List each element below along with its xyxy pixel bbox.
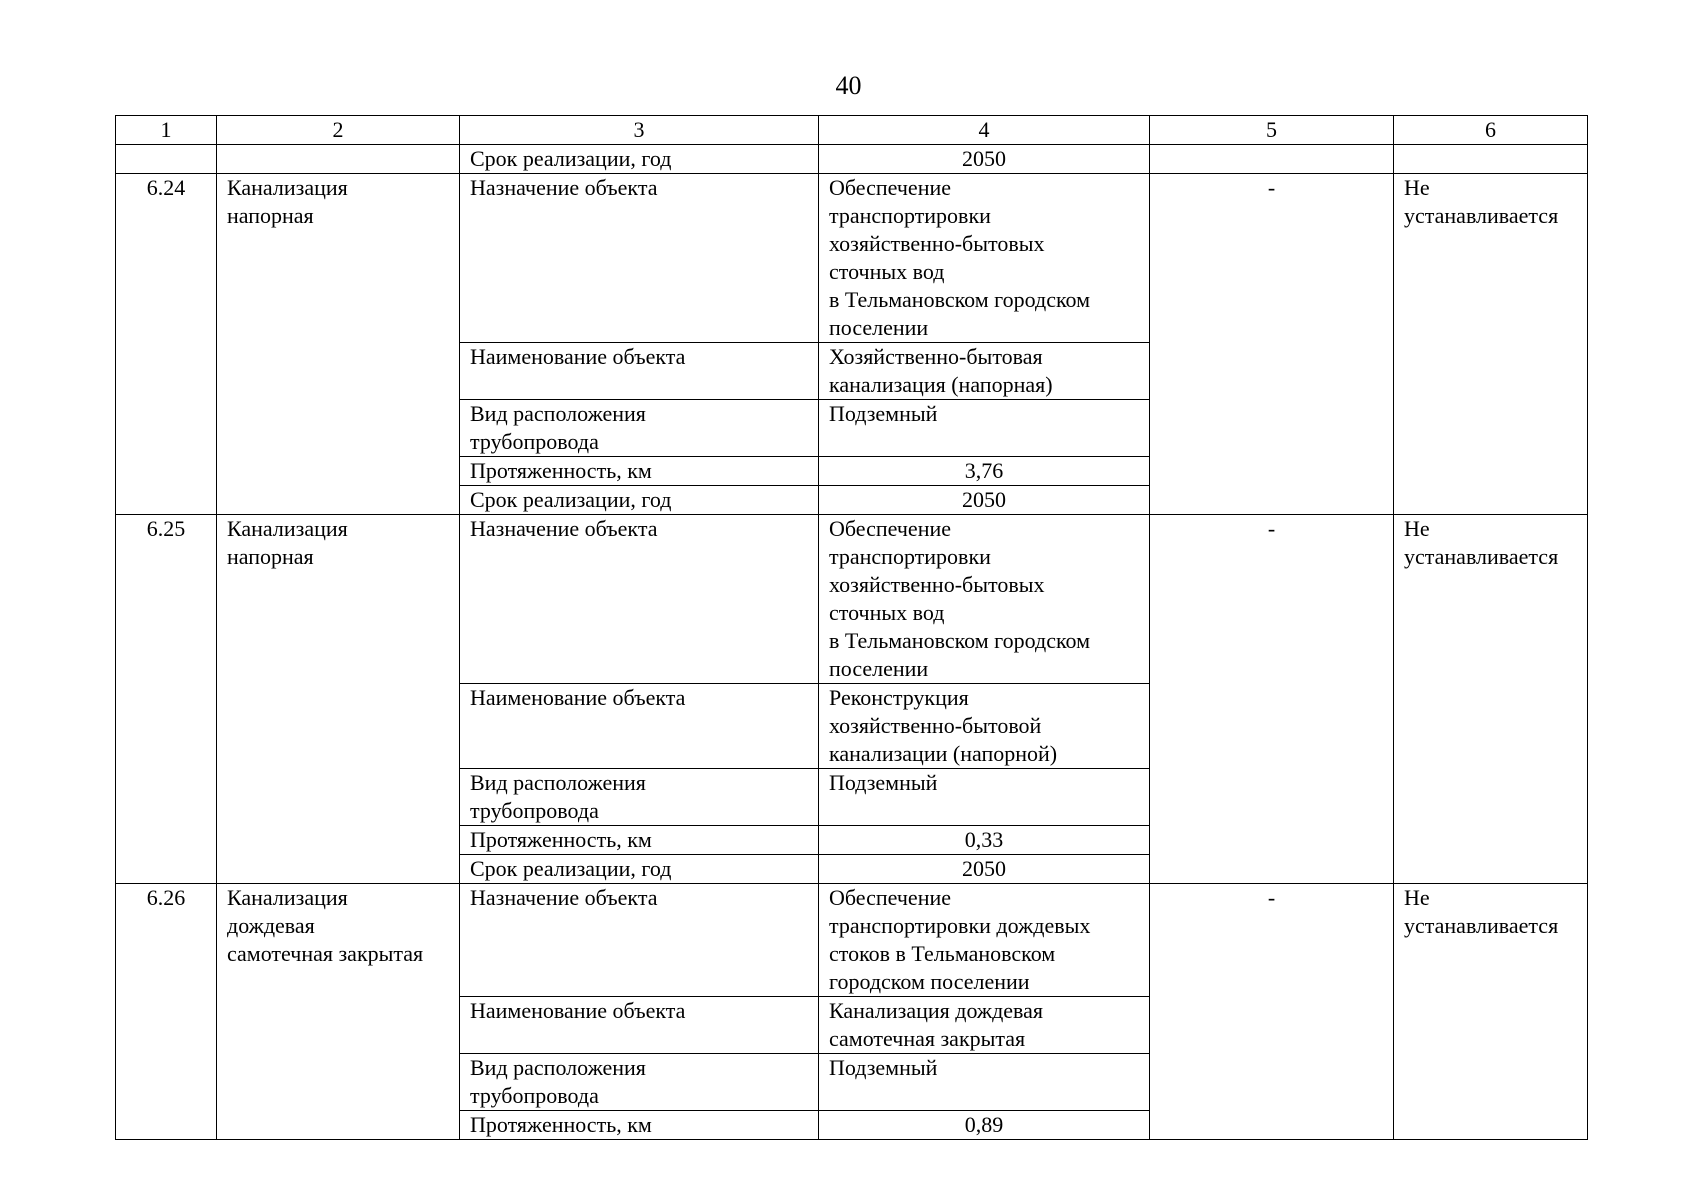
- param-value-line: транспортировки: [829, 203, 991, 228]
- param-value-line: сточных вод: [829, 600, 945, 625]
- param-value: [819, 769, 1150, 826]
- param-value-line: в Тельмановском городском: [829, 628, 1091, 653]
- param-value-line: транспортировки дождевых: [829, 913, 1091, 938]
- header-cell-6: 6: [1394, 116, 1588, 145]
- continued-num-cell: [116, 145, 217, 174]
- param-value-line: Канализация дождевая: [829, 998, 1044, 1023]
- table-row: [116, 884, 1588, 997]
- entry-name-line: напорная: [227, 203, 314, 228]
- param-label: [460, 684, 819, 769]
- param-label-line: Протяженность, км: [470, 458, 652, 483]
- param-label-line: Срок реализации, год: [470, 487, 672, 512]
- param-label-line: Наименование объекта: [470, 685, 686, 710]
- param-value-line: хозяйственно-бытовых: [829, 572, 1045, 597]
- param-value-line: канализации (напорной): [829, 741, 1058, 766]
- entry-name: [217, 515, 460, 884]
- param-value: [819, 684, 1150, 769]
- param-label-line: Срок реализации, год: [470, 856, 672, 881]
- param-value-line: Подземный: [829, 401, 938, 426]
- param-value: [819, 884, 1150, 997]
- header-cell-4: 4: [819, 116, 1150, 145]
- param-value-line: 0,89: [964, 1112, 1004, 1137]
- param-value-line: 0,33: [964, 827, 1004, 852]
- entry-name: [217, 174, 460, 515]
- param-label-line: Назначение объекта: [470, 885, 658, 910]
- entry-col6-line: устанавливается: [1404, 913, 1559, 938]
- continued-name-cell: [217, 145, 460, 174]
- param-value-line: городском поселении: [829, 969, 1030, 994]
- param-label: [460, 400, 819, 457]
- continued-col6-cell: [1394, 145, 1588, 174]
- param-label: [460, 515, 819, 684]
- param-label-line: Назначение объекта: [470, 175, 658, 200]
- param-value-line: сточных вод: [829, 259, 945, 284]
- param-label-line: Вид расположения: [470, 1055, 646, 1080]
- param-value: [819, 343, 1150, 400]
- param-value: [819, 486, 1150, 515]
- param-label: [460, 486, 819, 515]
- entry-number: 6.25: [116, 515, 217, 884]
- param-label: [460, 997, 819, 1054]
- param-value-line: Обеспечение: [829, 516, 951, 541]
- param-label: [460, 343, 819, 400]
- entry-col6-line: Не: [1404, 175, 1430, 200]
- param-value: [819, 1054, 1150, 1111]
- entry-col6: [1394, 884, 1588, 1140]
- param-value-line: Реконструкция: [829, 685, 969, 710]
- entry-col5: -: [1150, 515, 1394, 884]
- header-cell-2: 2: [217, 116, 460, 145]
- param-value: [819, 515, 1150, 684]
- entry-number: 6.26: [116, 884, 217, 1140]
- param-value-line: Подземный: [829, 1055, 938, 1080]
- param-value-line: самотечная закрытая: [829, 1026, 1026, 1051]
- param-label: [460, 769, 819, 826]
- param-label-line: Вид расположения: [470, 401, 646, 426]
- entry-col6: [1394, 515, 1588, 884]
- param-label-line: трубопровода: [470, 798, 599, 823]
- entry-name-line: Канализация: [227, 175, 348, 200]
- param-value-line: канализация (напорная): [829, 372, 1053, 397]
- param-label: [460, 884, 819, 997]
- param-label: [460, 855, 819, 884]
- param-label-line: Вид расположения: [470, 770, 646, 795]
- param-label: [460, 826, 819, 855]
- entry-col6: [1394, 174, 1588, 515]
- entry-name-line: дождевая: [227, 913, 315, 938]
- continued-col5-cell: [1150, 145, 1394, 174]
- param-value: [819, 174, 1150, 343]
- entry-col5: -: [1150, 174, 1394, 515]
- param-label-line: трубопровода: [470, 429, 599, 454]
- param-value-line: транспортировки: [829, 544, 991, 569]
- param-label-line: Протяженность, км: [470, 827, 652, 852]
- table-row: [116, 174, 1588, 343]
- entry-col6-line: устанавливается: [1404, 203, 1559, 228]
- param-label: [460, 457, 819, 486]
- param-label-line: Наименование объекта: [470, 344, 686, 369]
- entry-name-line: напорная: [227, 544, 314, 569]
- param-value: [819, 855, 1150, 884]
- entry-col6-line: Не: [1404, 516, 1430, 541]
- param-value-line: Подземный: [829, 770, 938, 795]
- header-cell-3: 3: [460, 116, 819, 145]
- infrastructure-table: [115, 115, 1588, 1140]
- param-value-line: Хозяйственно-бытовая: [829, 344, 1043, 369]
- param-value: [819, 997, 1150, 1054]
- header-row: [116, 116, 1588, 145]
- param-label-line: Наименование объекта: [470, 998, 686, 1023]
- param-value-line: в Тельмановском городском: [829, 287, 1091, 312]
- param-value-line: Обеспечение: [829, 175, 951, 200]
- entry-name: [217, 884, 460, 1140]
- param-label-line: Протяженность, км: [470, 1112, 652, 1137]
- param-label-line: трубопровода: [470, 1083, 599, 1108]
- param-label: [460, 174, 819, 343]
- header-cell-1: 1: [116, 116, 217, 145]
- param-value: [819, 457, 1150, 486]
- param-value-line: Обеспечение: [829, 885, 951, 910]
- param-value-line: хозяйственно-бытовых: [829, 231, 1045, 256]
- entry-name-line: Канализация: [227, 516, 348, 541]
- entry-col5: -: [1150, 884, 1394, 1140]
- param-label: [460, 1111, 819, 1140]
- param-value-line: 3,76: [964, 458, 1004, 483]
- continued-param-value: 2050: [819, 145, 1150, 174]
- continued-param-label: Срок реализации, год: [460, 145, 819, 174]
- param-value: [819, 400, 1150, 457]
- entry-col6-line: устанавливается: [1404, 544, 1559, 569]
- entry-col6-line: Не: [1404, 885, 1430, 910]
- param-label-line: Назначение объекта: [470, 516, 658, 541]
- entry-number: 6.24: [116, 174, 217, 515]
- header-cell-5: 5: [1150, 116, 1394, 145]
- entry-name-line: Канализация: [227, 885, 348, 910]
- continued-row: [116, 145, 1588, 174]
- param-value-line: 2050: [962, 487, 1006, 512]
- page-number: 40: [835, 71, 862, 100]
- param-value: [819, 1111, 1150, 1140]
- param-value-line: поселении: [829, 315, 929, 340]
- param-value-line: 2050: [962, 856, 1006, 881]
- table-row: [116, 515, 1588, 684]
- table-body: [116, 116, 1588, 1140]
- param-label: [460, 1054, 819, 1111]
- param-value-line: хозяйственно-бытовой: [829, 713, 1042, 738]
- param-value-line: стоков в Тельмановском: [829, 941, 1056, 966]
- param-value: [819, 826, 1150, 855]
- entry-name-line: самотечная закрытая: [227, 941, 424, 966]
- param-value-line: поселении: [829, 656, 929, 681]
